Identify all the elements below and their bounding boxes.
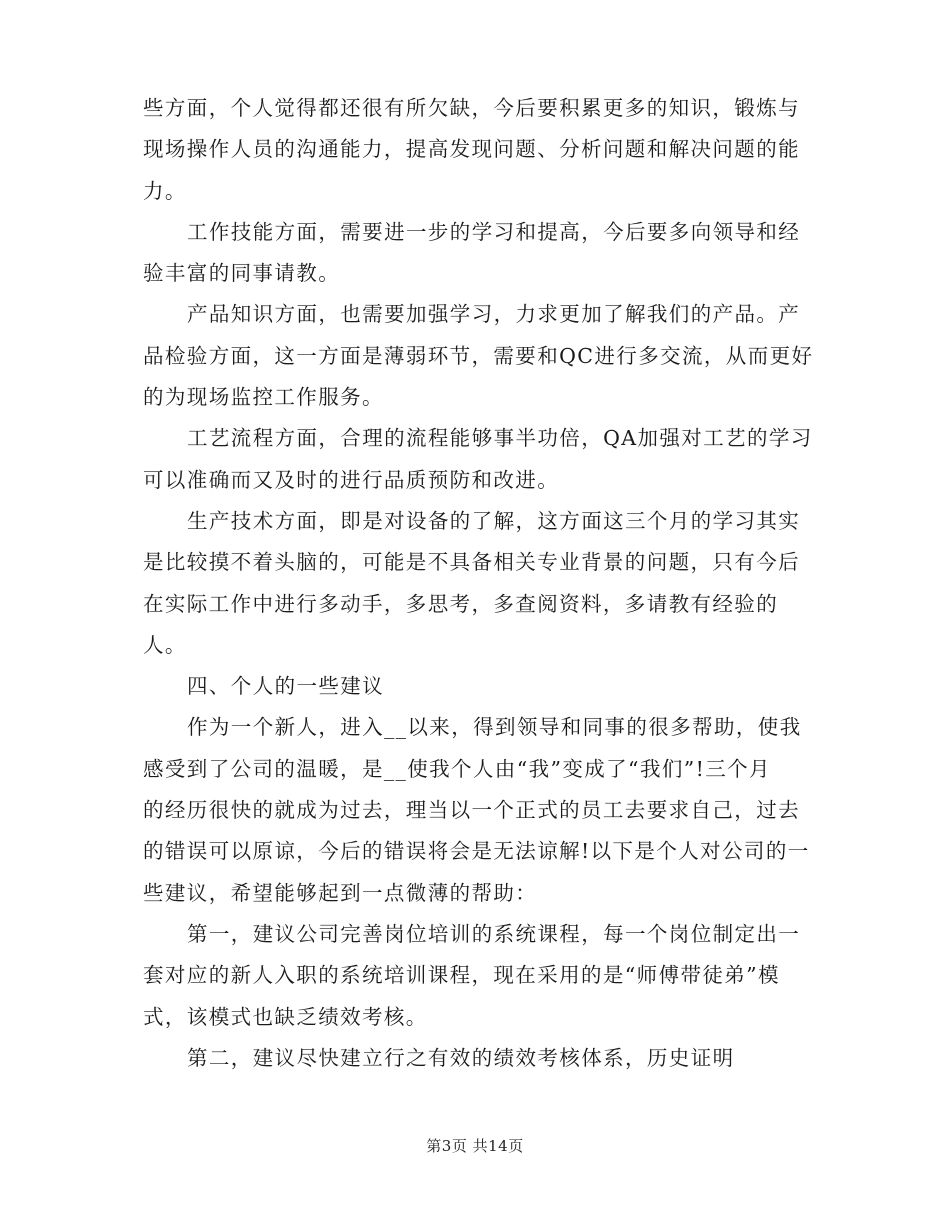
paragraph-start-line: 第一，建议公司完善岗位培训的系统课程，每一个岗位制定出一: [187, 921, 801, 946]
page-number-footer: 第3页 共14页: [426, 1137, 524, 1155]
text-line: 力。: [143, 178, 187, 203]
text-line: 套对应的新人入职的系统培训课程，现在采用的是“师傅带徒弟”模: [143, 963, 780, 988]
text-line: 人。: [143, 632, 187, 657]
text-line: 的错误可以原谅，今后的错误将会是无法谅解!以下是个人对公司的一: [143, 839, 810, 864]
section-heading: 四、个人的一些建议: [187, 674, 385, 699]
text-line: 验丰富的同事请教。: [143, 261, 341, 286]
text-line: 些方面，个人觉得都还很有所欠缺，今后要积累更多的知识，锻炼与: [143, 96, 800, 120]
text-line: 是比较摸不着头脑的，可能是不具备相关专业背景的问题，只有今后: [143, 550, 800, 575]
text-line: 的为现场监控工作服务。: [143, 385, 384, 410]
text-line: 现场操作人员的沟通能力，提高发现问题、分析问题和解决问题的能: [143, 137, 800, 162]
document-body: [143, 88, 814, 1079]
paragraph-start-line: 生产技术方面，即是对设备的了解，这方面这三个月的学习其实: [187, 508, 801, 533]
text-line: 些建议，希望能够起到一点微薄的帮助：: [143, 880, 538, 905]
paragraph-start-line: 工作技能方面，需要进一步的学习和提高，今后要多向领导和经: [187, 219, 801, 244]
text-line: 可以准确而又及时的进行品质预防和改进。: [143, 467, 560, 492]
paragraph-start-line: 第二，建议尽快建立行之有效的绩效考核体系，历史证明: [187, 1045, 735, 1070]
text-line: 品检验方面，这一方面是薄弱环节，需要和QC进行多交流，从而更好: [143, 343, 814, 368]
text-line: 在实际工作中进行多动手，多思考，多查阅资料，多请教有经验的: [143, 591, 779, 616]
text-line: 式，该模式也缺乏绩效考核。: [143, 1004, 428, 1029]
paragraph-start-line: 工艺流程方面，合理的流程能够事半功倍，QA加强对工艺的学习: [187, 426, 813, 451]
text-line: 感受到了公司的温暖，是__使我个人由“我”变成了“我们”!三个月: [143, 756, 771, 781]
paragraph-start-line: 产品知识方面，也需要加强学习，力求更加了解我们的产品。产: [187, 302, 801, 327]
paragraph-start-line: 作为一个新人，进入__以来，得到领导和同事的很多帮助，使我: [187, 715, 802, 740]
text-line: 的经历很快的就成为过去，理当以一个正式的员工去要求自己，过去: [143, 798, 800, 823]
